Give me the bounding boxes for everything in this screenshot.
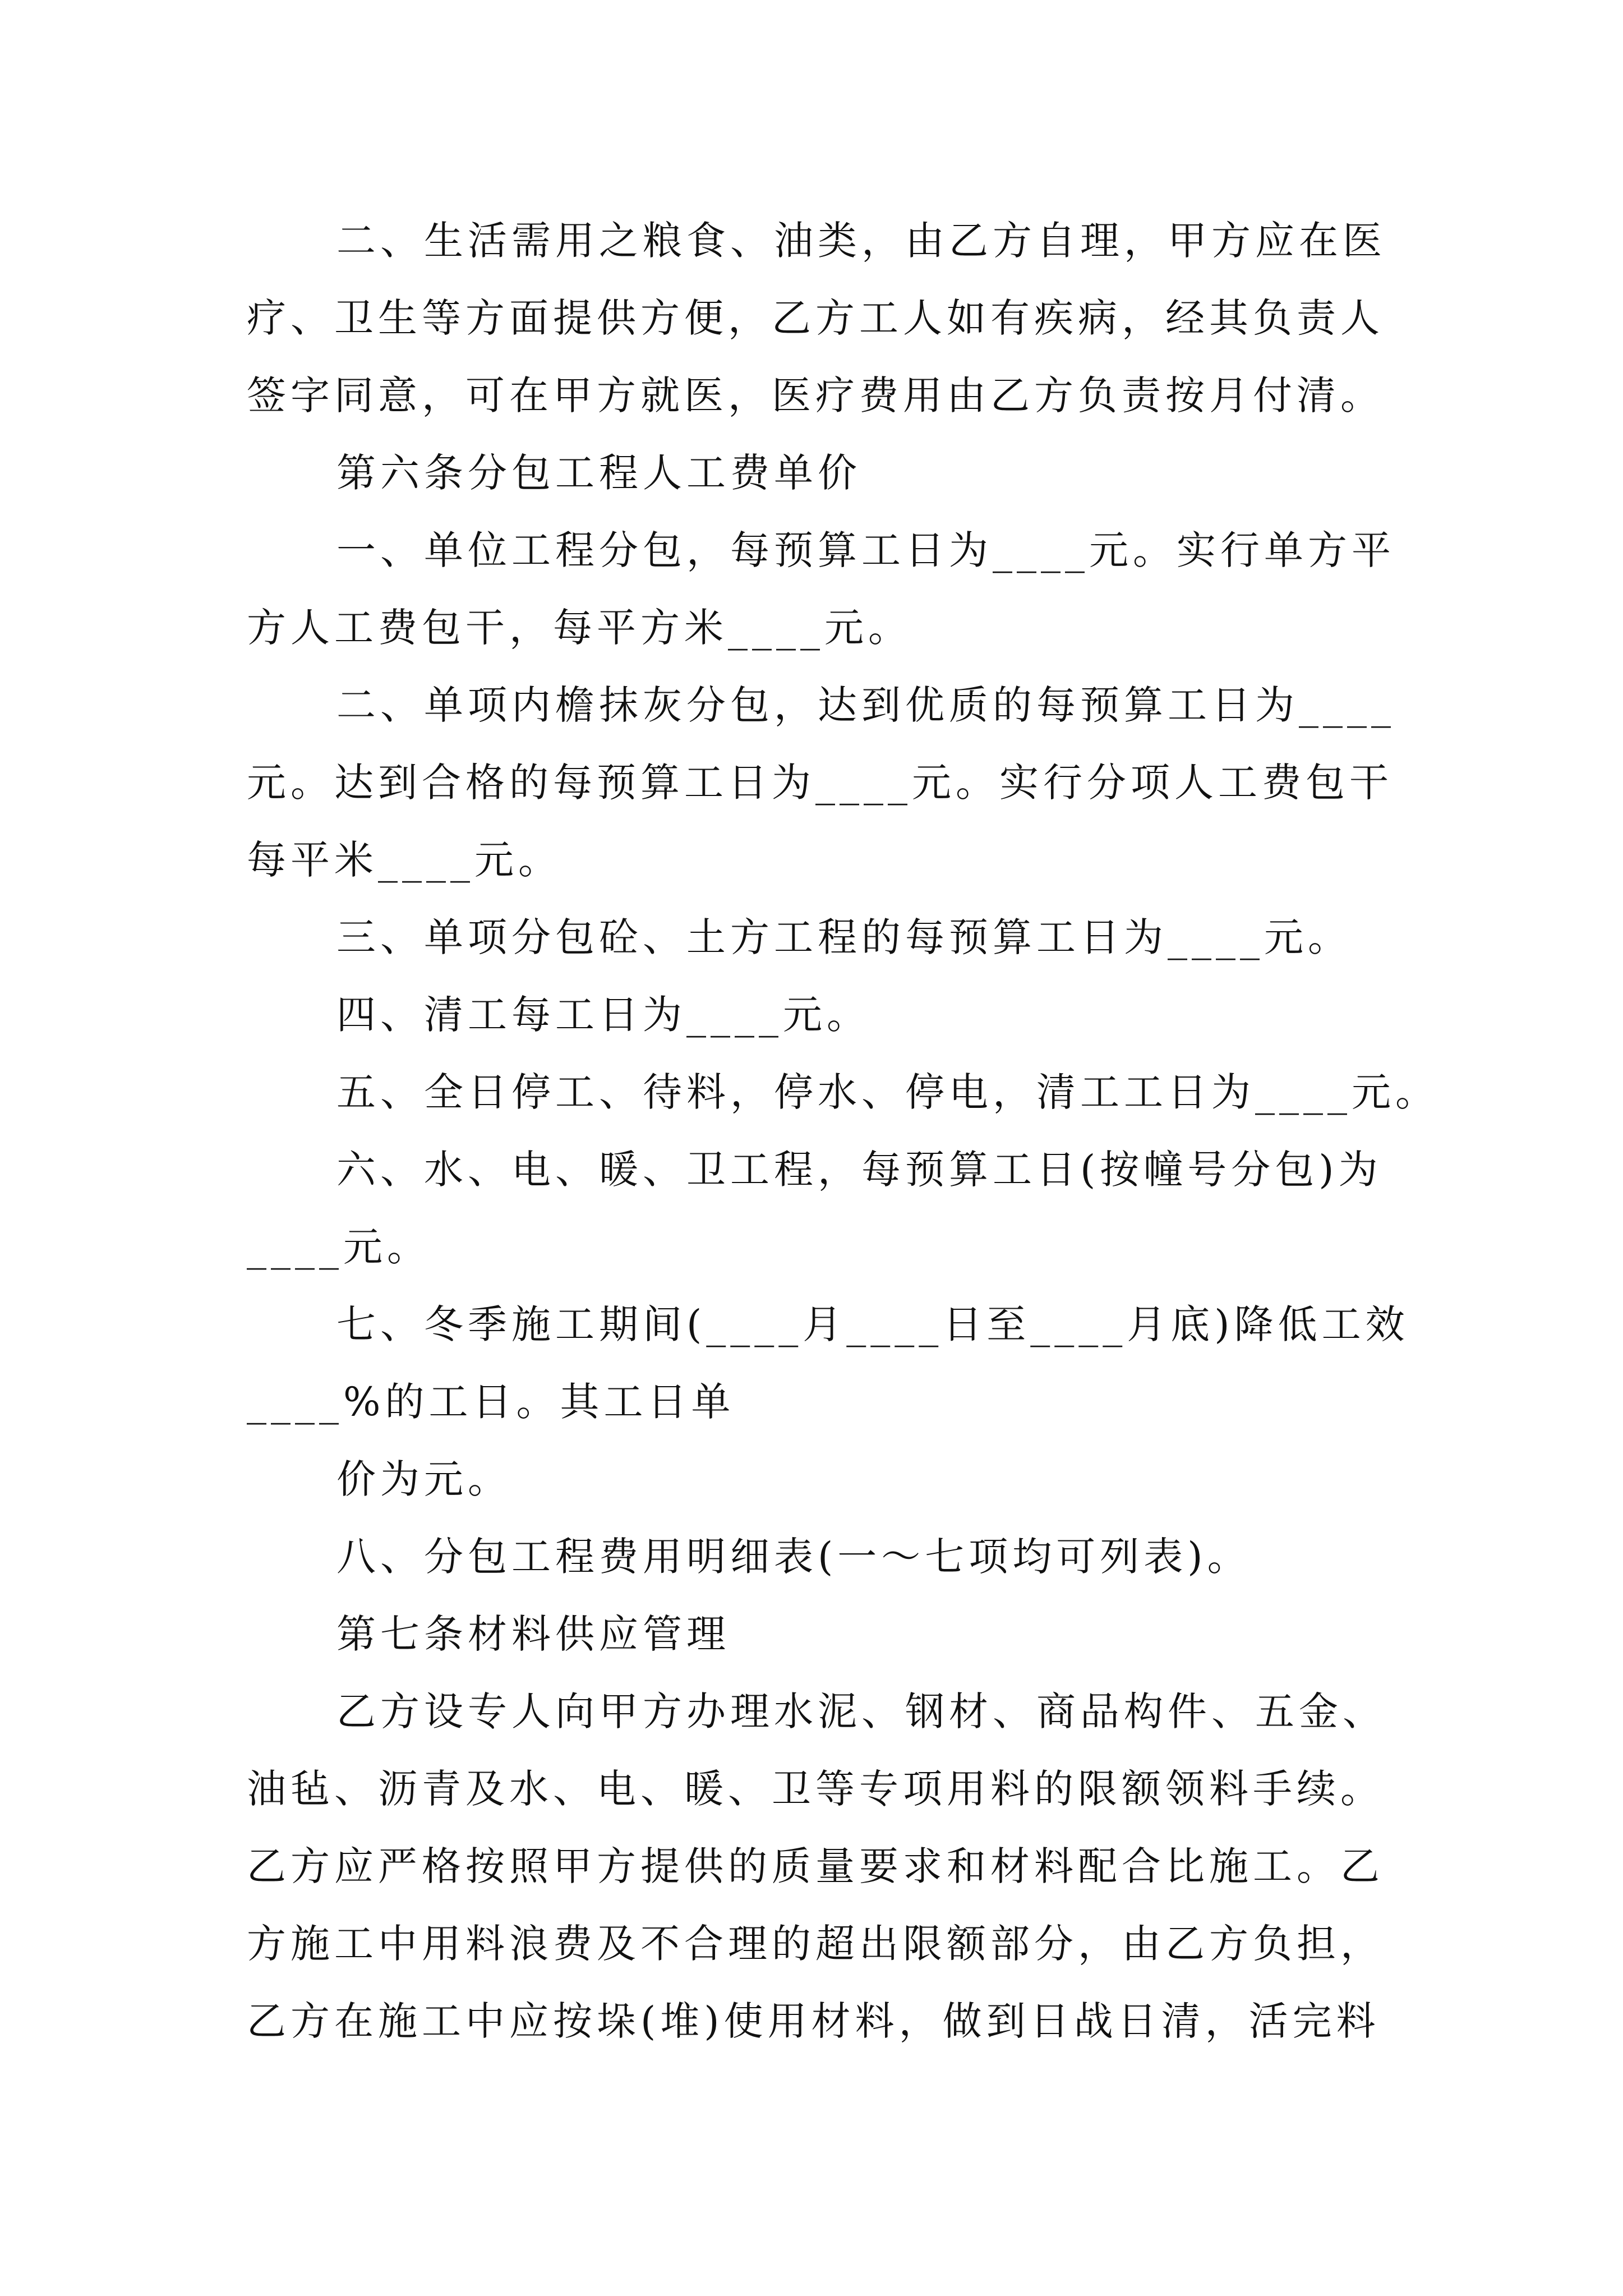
text-line: 元。达到合格的每预算工日为____元。实行分项人工费包干: [247, 760, 1393, 806]
text-line: 六、水、电、暖、卫工程，每预算工日(按幢号分包)为: [336, 1147, 1382, 1193]
text-line: 二、单项内檐抹灰分包，达到优质的每预算工日为____: [336, 682, 1395, 728]
text-line: 一、单位工程分包，每预算工日为____元。实行单方平: [336, 527, 1395, 573]
text-line: 方人工费包干，每平方米____元。: [247, 605, 912, 651]
text-line: 第七条材料供应管理: [336, 1611, 730, 1657]
text-line: 疗、卫生等方面提供方便，乙方工人如有疾病，经其负责人: [247, 295, 1384, 341]
text-line: 乙方在施工中应按垛(堆)使用材料，做到日战日清，活完料: [247, 1998, 1380, 2044]
text-line: 乙方应严格按照甲方提供的质量要求和材料配合比施工。乙: [247, 1843, 1384, 1889]
text-line: 八、分包工程费用明细表(一～七项均可列表)。: [336, 1534, 1251, 1580]
text-line: 乙方设专人向甲方办理水泥、钢材、商品构件、五金、: [336, 1688, 1386, 1734]
text-line: 价为元。: [336, 1456, 511, 1502]
text-line: 七、冬季施工期间(____月____日至____月底)降低工效: [336, 1301, 1409, 1347]
text-line: 第六条分包工程人工费单价: [336, 450, 861, 496]
text-line: 油毡、沥青及水、电、暖、卫等专项用料的限额领料手续。: [247, 1766, 1384, 1812]
text-line: 方施工中用料浪费及不合理的超出限额部分，由乙方负担，: [247, 1921, 1384, 1967]
text-line: 五、全日停工、待料，停水、停电，清工工日为____元。: [336, 1069, 1439, 1115]
text-line: 二、生活需用之粮食、油类，由乙方自理，甲方应在医: [336, 218, 1386, 264]
text-line: ____元。: [247, 1224, 431, 1270]
text-line: 四、清工每工日为____元。: [336, 992, 870, 1038]
text-line: 三、单项分包砼、土方工程的每预算工日为____元。: [336, 914, 1352, 960]
text-line: 每平米____元。: [247, 837, 562, 883]
text-line: ____%的工日。其工日单: [247, 1379, 735, 1425]
text-line: 签字同意，可在甲方就医，医疗费用由乙方负责按月付清。: [247, 372, 1384, 418]
document-body: [247, 202, 1439, 2060]
